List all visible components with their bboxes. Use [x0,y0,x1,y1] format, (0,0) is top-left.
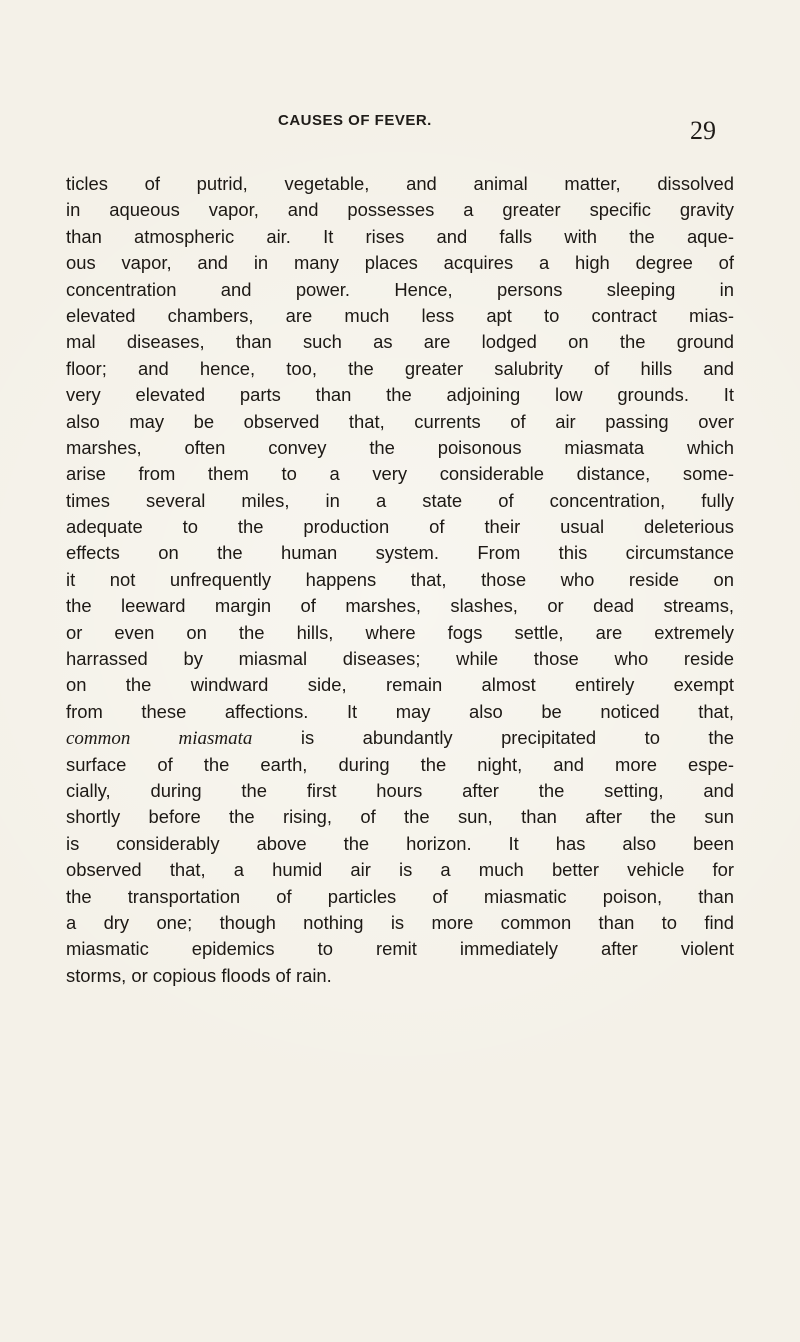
text-line: ticles of putrid, vegetable, and animal matter, dissolved [66,173,734,194]
text-line: floor; and hence, too, the greater salubrity of hills and [66,357,734,379]
text-line: the transportation of particles of miasmatic poison, than [66,885,734,907]
text-line: arise from them to a very considerable distance, some- [66,463,734,485]
text-line: harrassed by miasmal diseases; while those who reside [66,648,734,670]
text-line: marshes, often convey the poisonous miasmata which [66,436,734,458]
text-line: the leeward margin of marshes, slashes, or dead streams, [66,595,734,617]
text-line: ous vapor, and in many places acquires a high degree of [66,252,734,274]
text-line: than atmospheric air. It rises and falls with the aque- [66,225,734,247]
text-line: elevated chambers, are much less apt to contract mias- [66,304,734,326]
text-line: mal diseases, than such as are lodged on the ground [66,331,734,353]
text-line: observed that, a humid air is a much better vehicle for [66,859,734,881]
text-line: effects on the human system. From this circumstance [66,542,734,564]
text-line: from these affections. It may also be noticed that, [66,700,734,722]
body-text [66,171,734,989]
text-line: adequate to the production of their usual deleterious [66,516,734,538]
text-line-rest: is abundantly precipitated to the [300,727,734,749]
text-line: cially, during the first hours after the setting, and [66,779,734,801]
page-header [0,112,800,145]
page-number: 29 [690,116,716,145]
text-line: on the windward side, remain almost entirely exempt [66,674,734,696]
text-line: a dry one; though nothing is more common than to find [66,911,734,933]
text-line: miasmatic epidemics to remit immediately after violent [66,938,734,960]
text-line: is considerably above the horizon. It has also been [66,832,734,854]
text-line: or even on the hills, where fogs settle, are extremely [66,621,734,643]
text-line: concentration and power. Hence, persons sleeping in [66,278,734,300]
text-line-with-italic [66,725,734,751]
text-line: very elevated parts than the adjoining low grounds. It [66,384,734,406]
text-line: shortly before the rising, of the sun, than after the sun [66,806,734,828]
text-line: also may be observed that, currents of air passing over [66,410,734,432]
text-line: times several miles, in a state of concentration, fully [66,489,734,511]
text-line: in aqueous vapor, and possesses a greater specific gravity [66,199,734,221]
running-head: CAUSES OF FEVER. [278,112,432,129]
italic-term: common miasmata [66,728,253,750]
text-line: it not unfrequently happens that, those who reside on [66,568,734,590]
text-line: storms, or copious floods of rain. [66,964,332,986]
text-line: surface of the earth, during the night, and more espe- [66,753,734,775]
